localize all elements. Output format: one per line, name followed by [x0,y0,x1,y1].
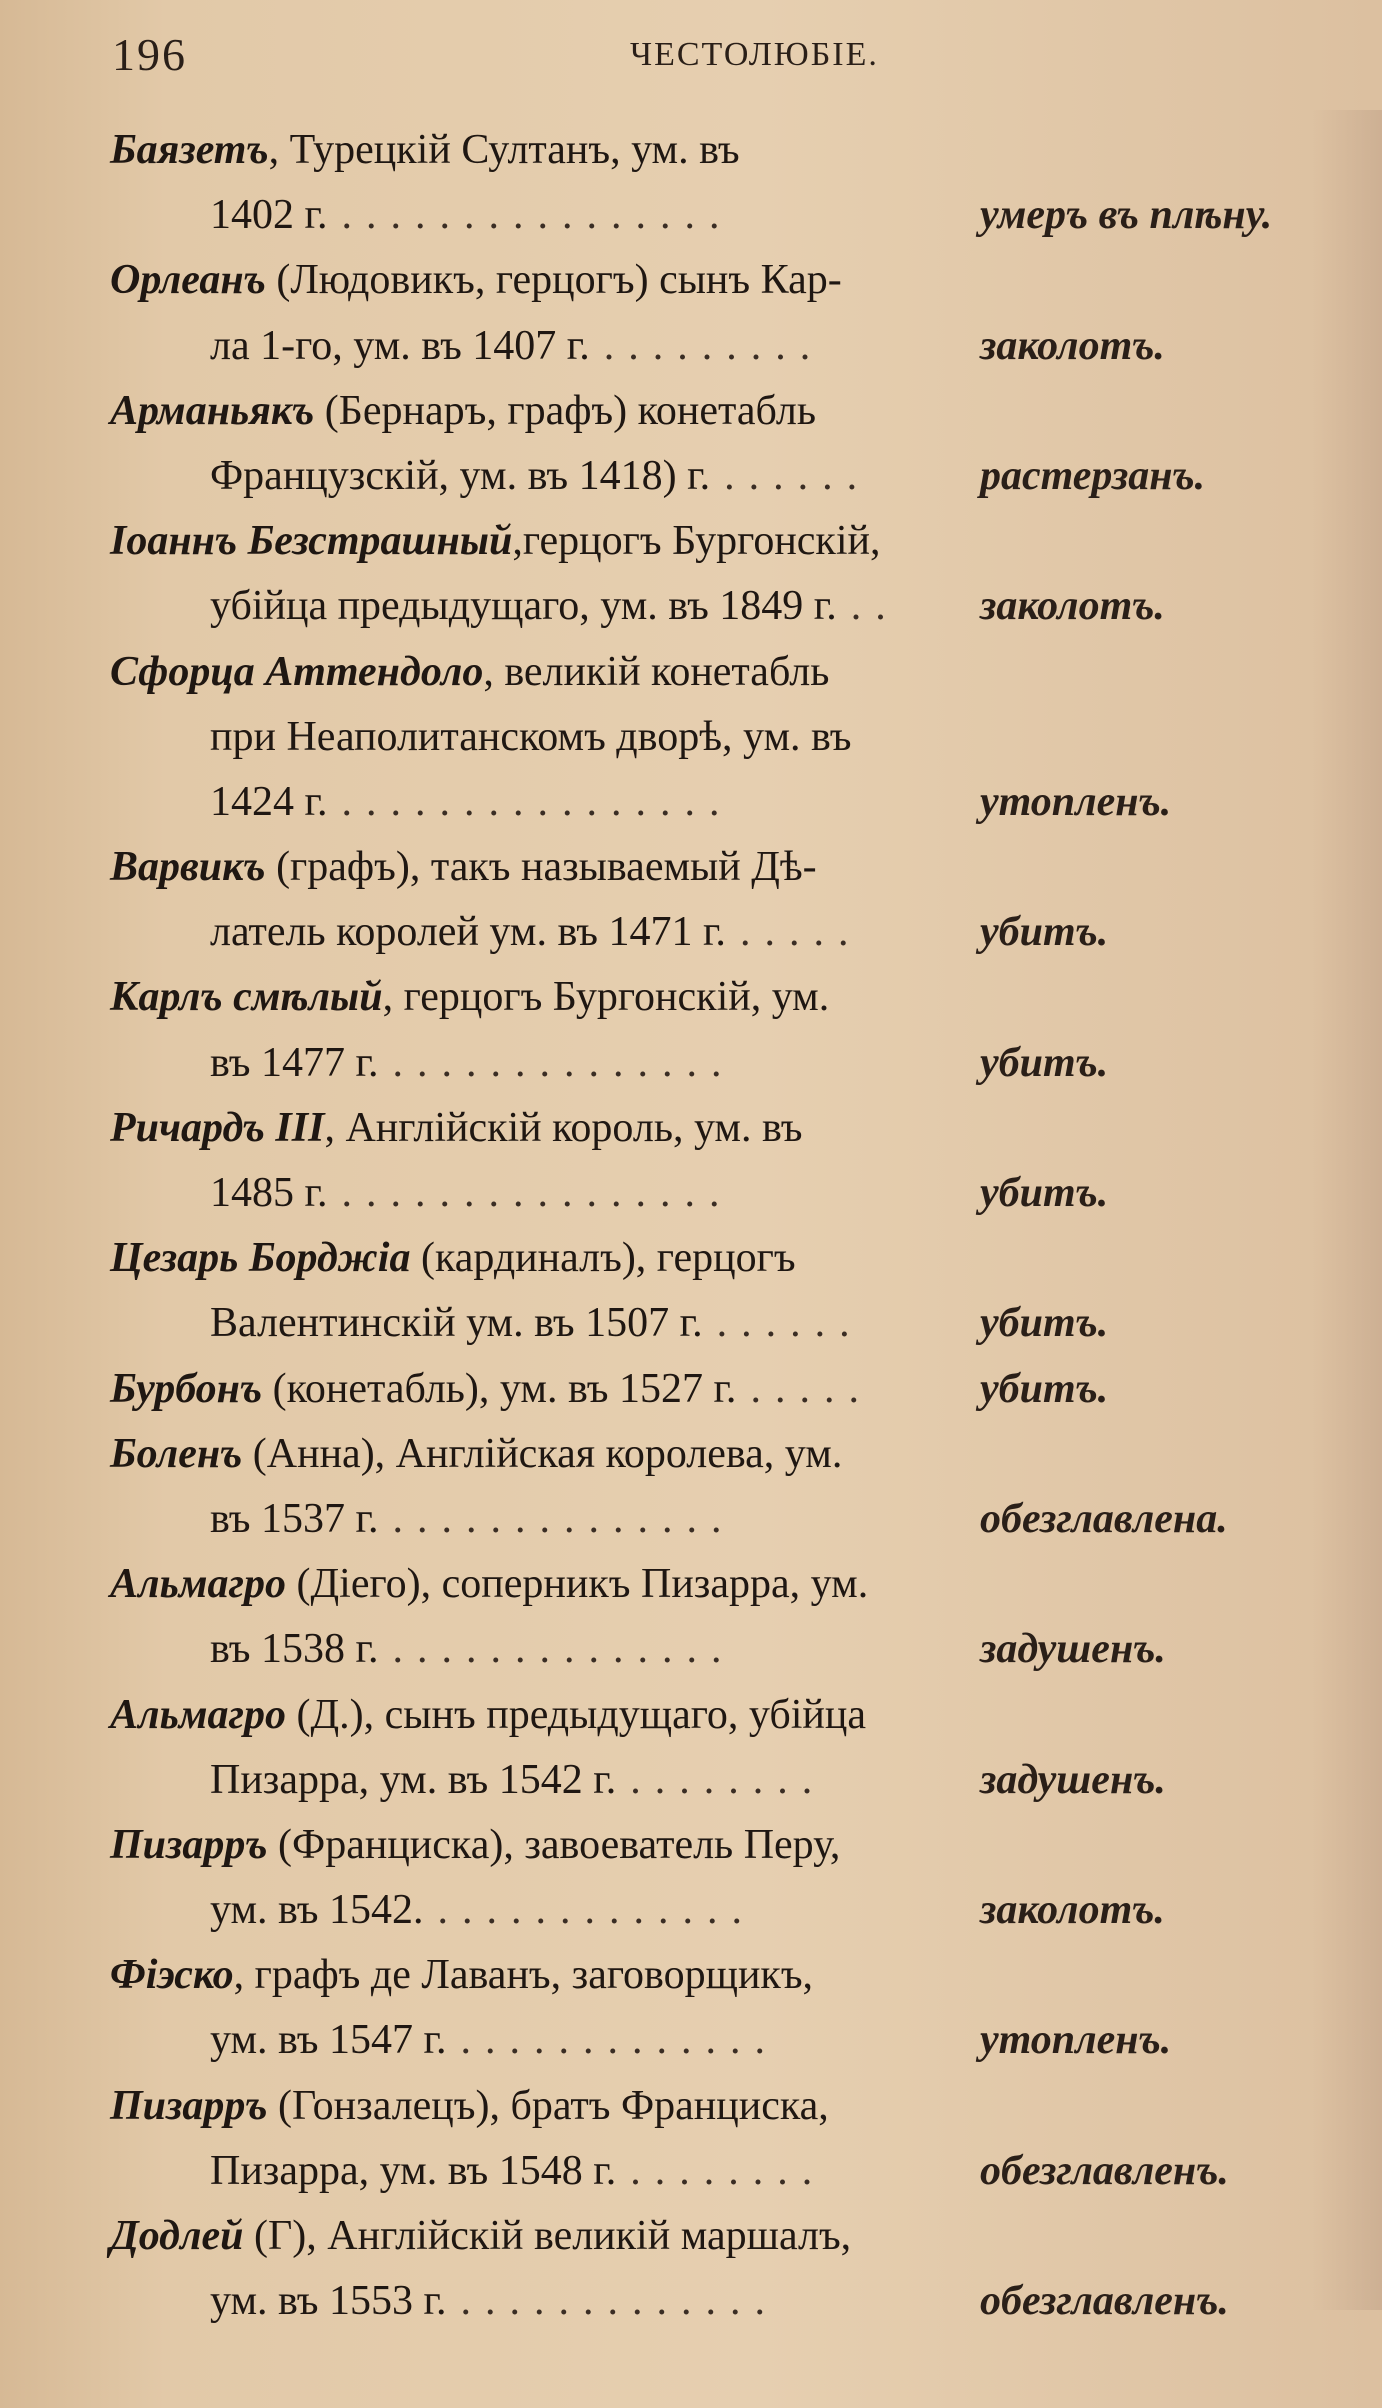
fate: убитъ. [980,1170,1109,1216]
entry-text [210,705,852,770]
entry-text [110,118,740,183]
fate: заколотъ. [980,322,1165,369]
entry-text [210,314,824,379]
entry-description: въ 1537 г. [210,1495,379,1542]
leader-dots: ................ [341,1170,734,1216]
entry-line [110,1813,1350,1878]
entry-line [110,2269,1350,2334]
entry-description: (Людовикъ, герцогъ) сынъ Кар- [265,257,842,304]
entry-text [210,770,734,835]
entry-description: убійца предыдущаго, ум. въ 1849 г. [210,583,837,630]
fate: обезглавленъ. [980,2278,1229,2325]
entry-description: (Г), Англійскій великій маршалъ, [243,2213,852,2259]
fate: убитъ. [980,1365,1109,1412]
entry-line [110,965,1350,1030]
entry-text [210,1291,864,1356]
leader-dots: ............. [460,2017,780,2064]
entry-line [110,1096,1350,1161]
entry-description: (графъ), такъ называемый Дѣ- [265,844,817,891]
entry-description: Пизарра, ум. въ 1542 г. [210,1756,617,1803]
person-name: Орлеанъ [110,257,266,304]
entry-description: латель королей ум. въ 1471 г. [210,909,726,956]
entry-text [110,1552,868,1617]
fate: заколотъ. [980,1887,1165,1934]
person-name: Арманьякъ [110,387,315,434]
fate: убитъ. [980,909,1109,956]
fate: обезглавленъ. [980,2147,1229,2194]
entry-text [210,2269,779,2334]
entry-line [110,183,1350,248]
entry-description: Валентинскій ум. въ 1507 г. [210,1300,703,1347]
fate: умеръ въ плѣну. [980,192,1273,239]
entry-line [110,1357,1350,1422]
entry-description: при Неаполитанскомъ дворѣ, ум. въ [210,713,852,760]
leader-dots: ............. [437,1887,757,1934]
entry-text [110,1683,866,1748]
leader-dots: ................ [341,192,734,239]
fate: растерзанъ. [980,452,1206,499]
entry-text [210,1161,734,1226]
entry-text [110,1357,873,1422]
person-name: Додлей [110,2213,244,2259]
entry-text [110,509,880,574]
entry-description: 1485 г. [210,1170,328,1216]
entry-line [110,248,1350,313]
entry-description: въ 1477 г. [210,1039,379,1086]
entry-description: 1402 г. [210,192,328,239]
fate: заколотъ. [980,583,1165,630]
entry-text [210,1487,736,1552]
entry-line [110,900,1350,965]
entry-text [110,1943,813,2008]
entry-description: ум. въ 1542. [210,1887,424,1934]
leader-dots: ..... [739,909,863,956]
entry-text [110,835,817,900]
bleed-through-shadow [1312,110,1382,2310]
entry-line [110,1291,1350,1356]
leader-dots: ..... [750,1365,873,1412]
entry-line [110,640,1350,705]
entry-description: (Анна), Англійская королева, ум. [242,1430,843,1477]
entry-description: (кардиналъ), герцогъ [410,1235,796,1282]
entry-description: (Бернаръ, графъ) конетабль [314,387,816,434]
person-name: Боленъ [110,1430,243,1477]
person-name: Пизарръ [110,2082,268,2129]
entry-description: ,герцогъ Бургонскій, [512,518,881,565]
leader-dots: ............. [460,2278,780,2325]
entry-line [110,705,1350,770]
entry-line [110,1487,1350,1552]
leader-dots: ........ [630,1756,827,1803]
entry-line [110,2074,1350,2139]
entry-line [110,1161,1350,1226]
leader-dots: ...... [716,1300,864,1347]
entry-text [210,1617,736,1682]
entry-description: Французскій, ум. въ 1418) г. [210,452,711,499]
entry-line [110,314,1350,379]
entry-description: въ 1538 г. [210,1626,379,1673]
entry-description: ум. въ 1553 г. [210,2278,447,2325]
page-number: 196 [112,29,187,80]
fate: убитъ. [980,1039,1109,1086]
person-name: Варвикъ [110,844,266,891]
entry-text [110,2204,851,2269]
entry-text [210,900,862,965]
fate: обезглавлена. [980,1495,1228,1542]
person-name: Альмагро [110,1561,287,1608]
entry-description: (Гонзалецъ), братъ Франциска, [267,2082,829,2129]
entry-line [110,2139,1350,2204]
leader-dots: .............. [392,1626,736,1673]
fate: задушенъ. [980,1626,1166,1673]
leader-dots: ................ [341,778,734,825]
entry-text [210,1878,756,1943]
entry-text [110,965,829,1030]
entry-line [110,1617,1350,1682]
entry-text [210,574,900,639]
entry-line [110,379,1350,444]
entry-text [110,379,816,444]
entry-description: 1424 г. [210,778,328,825]
entry-text [110,640,829,705]
person-name: Альмагро [110,1691,287,1738]
entry-text [210,1031,736,1096]
person-name: Бурбонъ [110,1365,263,1412]
entry-description: , графъ де Лаванъ, заговорщикъ, [233,1952,814,1999]
entry-line [110,118,1350,183]
entry-text [110,1422,842,1487]
entry-text [210,2139,826,2204]
entry-list [110,118,1350,2334]
entry-description: (Діего), соперникъ Пизарра, ум. [286,1561,869,1608]
entry-line [110,1943,1350,2008]
entry-description: , Турецкій Султанъ, ум. въ [268,127,740,173]
leader-dots: .............. [392,1495,736,1542]
entry-description: , Англійскій король, ум. въ [324,1104,803,1151]
entry-description: , великій конетабль [483,648,830,695]
entry-line [110,1226,1350,1291]
entry-line [110,444,1350,509]
entry-description: (Д.), сынъ предыдущаго, убійца [286,1691,866,1738]
person-name: Іоаннъ Безстрашный [110,518,513,565]
person-name: Фіэско [110,1952,234,1999]
leader-dots: ...... [724,452,872,499]
leader-dots: .. [850,583,900,630]
entry-line [110,1422,1350,1487]
entry-text [210,2008,779,2073]
entry-line [110,1878,1350,1943]
entry-line [110,1031,1350,1096]
leader-dots: .............. [392,1039,736,1086]
person-name: Пизарръ [110,1821,268,1868]
person-name: Баязетъ [110,127,269,173]
entry-line [110,835,1350,900]
fate: утопленъ. [980,778,1172,825]
entry-text [110,2074,829,2139]
fate: утопленъ. [980,2017,1172,2064]
entry-line [110,574,1350,639]
entry-description: ла 1-го, ум. въ 1407 г. [210,322,590,369]
fate: убитъ. [980,1300,1109,1347]
person-name: Сфорца Аттендоло [110,648,484,695]
entry-description: ум. въ 1547 г. [210,2017,447,2064]
entry-line [110,1748,1350,1813]
entry-description: , герцогъ Бургонскій, ум. [382,974,830,1021]
leader-dots: ........ [630,2147,827,2194]
entry-text [110,248,842,313]
person-name: Цезарь Борджіа [110,1235,411,1282]
entry-line [110,2204,1350,2269]
entry-text [110,1226,796,1291]
person-name: Ричардъ III [110,1104,325,1151]
entry-text [110,1813,840,1878]
entry-line [110,1552,1350,1617]
entry-line [110,1683,1350,1748]
entry-text [210,1748,826,1813]
entry-description: Пизарра, ум. въ 1548 г. [210,2147,617,2194]
entry-text [110,1096,803,1161]
entry-line [110,2008,1350,2073]
entry-text [210,183,734,248]
running-head: ЧЕСТОЛЮБІЕ. [630,36,879,73]
entry-description: (конетабль), ум. въ 1527 г. [262,1365,737,1412]
entry-line [110,509,1350,574]
entry-description: (Франциска), завоеватель Перу, [267,1821,841,1868]
person-name: Карлъ смѣлый [110,974,383,1021]
entry-line [110,770,1350,835]
leader-dots: ......... [603,322,825,369]
fate: задушенъ. [980,1756,1166,1803]
entry-text [210,444,871,509]
